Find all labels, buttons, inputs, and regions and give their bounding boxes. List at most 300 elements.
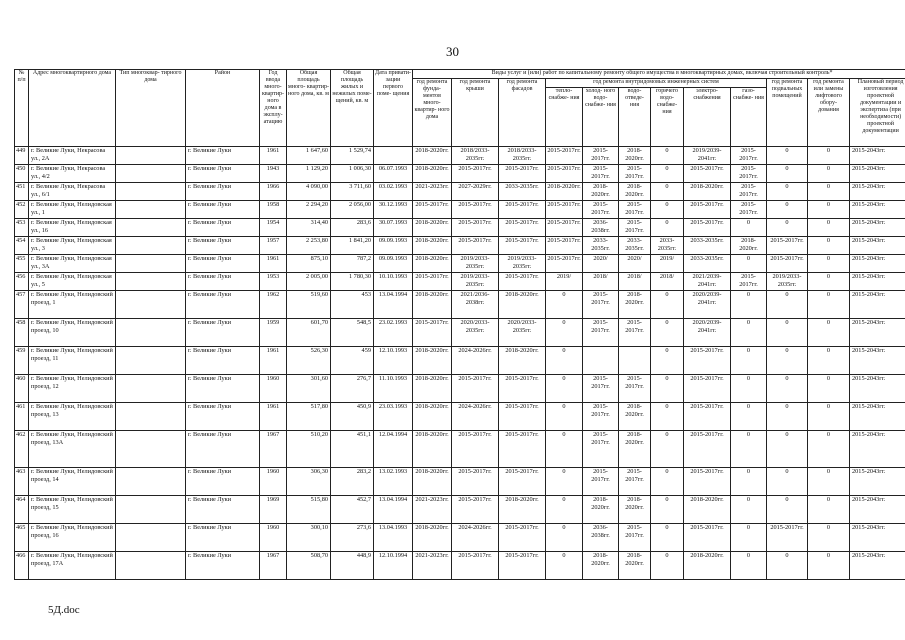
cell-address: г. Великие Луки, Нелидовская ул., 1 [29,201,116,219]
cell-building-type [116,375,186,403]
cell-foundation-year: 2018-2020гг. [413,147,452,165]
cell-facade-year: 2015-2017гг. [499,524,546,552]
cell-year-built: 1958 [260,201,287,219]
table-row [15,147,905,165]
cell-year-built: 1953 [260,273,287,291]
cell-hot-water-year: 2018/ [651,273,684,291]
cell-living-area: 1 841,20 [331,237,374,255]
cell-privatization-date: 13.04.1994 [374,291,413,319]
cell-district: г. Великие Луки [186,147,260,165]
cell-basement-year: 0 [767,552,808,580]
cell-year-built: 1960 [260,375,287,403]
footer-filename: 5Д.doc [48,604,80,616]
cell-living-area: 450,9 [331,403,374,431]
cell-plan-period: 2015-2043гг. [850,147,905,165]
cell-plan-period: 2015-2043гг. [850,201,905,219]
cell-electricity-year: 2033-2035гг. [684,237,731,255]
cell-foundation-year: 2018-2020гг. [413,291,452,319]
repair-schedule-table [14,69,905,580]
cell-cold-water-year: 2015-2017гг. [583,468,619,496]
cell-building-type [116,273,186,291]
cell-electricity-year: 2015-2017гг. [684,431,731,468]
header-electricity: электро- снабжения [684,88,731,147]
cell-facade-year: 2015-2017гг. [499,375,546,403]
table-row [15,255,905,273]
cell-hot-water-year: 0 [651,319,684,347]
header-lift: год ремонта или замены лифтового обору- дования [808,79,850,147]
cell-lift-year: 0 [808,237,850,255]
cell-sewer-year: 2018-2020гг. [619,431,651,468]
cell-heating-year: 2015-2017гг. [546,165,583,183]
cell-lift-year: 0 [808,524,850,552]
cell-address: г. Великие Луки, Нелидовский проезд, 13А [29,431,116,468]
cell-total-area: 601,70 [287,319,331,347]
cell-roof-year: 2015-2017гг. [452,468,499,496]
cell-gas-year: 0 [731,375,767,403]
cell-district: г. Великие Луки [186,183,260,201]
cell-facade-year: 2015-2017гг. [499,219,546,237]
cell-basement-year: 2015-2017гг. [767,524,808,552]
cell-plan-period: 2015-2043гг. [850,237,905,255]
cell-roof-year: 2015-2017гг. [452,237,499,255]
cell-heating-year: 0 [546,319,583,347]
cell-gas-year: 2015-2017гг. [731,273,767,291]
cell-district: г. Великие Луки [186,319,260,347]
cell-gas-year: 0 [731,496,767,524]
header-works: Виды услуг и (или) работ по капитальному ремонту общего имущества в многоквартирных домах, включая строительный контроль* [413,70,905,79]
cell-row-number: 464 [15,496,29,524]
cell-cold-water-year: 2015-2017гг. [583,431,619,468]
cell-row-number: 449 [15,147,29,165]
cell-gas-year: 0 [731,524,767,552]
header-hot-water: горячего водо- снабже- ния [651,88,684,147]
cell-row-number: 466 [15,552,29,580]
cell-facade-year: 2018/2033-2035гг. [499,147,546,165]
table-header [15,70,905,147]
cell-roof-year: 2024-2026гг. [452,524,499,552]
cell-total-area: 301,60 [287,375,331,403]
cell-facade-year: 2018-2020гг. [499,496,546,524]
cell-facade-year: 2015-2017гг. [499,468,546,496]
cell-foundation-year: 2018-2020гг. [413,255,452,273]
cell-address: г. Великие Луки, Нелидовская ул., 16 [29,219,116,237]
cell-year-built: 1959 [260,319,287,347]
cell-sewer-year: 2018-2020гг. [619,291,651,319]
cell-privatization-date: 30.12.1993 [374,201,413,219]
cell-electricity-year: 2018-2020гг. [684,183,731,201]
cell-facade-year: 2015-2017гг. [499,403,546,431]
header-living-area: Общая площадь жилых и нежилых поме- щений, кв. м [331,70,374,147]
cell-living-area: 452,7 [331,496,374,524]
cell-foundation-year: 2018-2020гг. [413,431,452,468]
cell-electricity-year: 2020/2039-2041гг. [684,319,731,347]
cell-basement-year: 0 [767,291,808,319]
cell-district: г. Великие Луки [186,201,260,219]
header-sewer: водо- отведе- ния [619,88,651,147]
cell-facade-year: 2033-2035гг. [499,183,546,201]
cell-address: г. Великие Луки, Нелидовская ул., 5 [29,273,116,291]
cell-year-built: 1969 [260,496,287,524]
cell-living-area: 1 780,30 [331,273,374,291]
cell-foundation-year: 2018-2020гг. [413,468,452,496]
cell-row-number: 459 [15,347,29,375]
cell-total-area: 519,60 [287,291,331,319]
cell-sewer-year: 2020/ [619,255,651,273]
cell-plan-period: 2015-2043гг. [850,273,905,291]
cell-building-type [116,496,186,524]
header-basement: год ремонта подвальных помещений [767,79,808,147]
cell-hot-water-year: 0 [651,183,684,201]
cell-plan-period: 2015-2043гг. [850,219,905,237]
cell-lift-year: 0 [808,183,850,201]
cell-row-number: 458 [15,319,29,347]
cell-basement-year: 0 [767,375,808,403]
cell-foundation-year: 2018-2020гг. [413,524,452,552]
cell-building-type [116,431,186,468]
cell-district: г. Великие Луки [186,255,260,273]
cell-district: г. Великие Луки [186,165,260,183]
cell-lift-year: 0 [808,431,850,468]
cell-address: г. Великие Луки, Нелидовский проезд, 11 [29,347,116,375]
cell-row-number: 456 [15,273,29,291]
cell-plan-period: 2015-2043гг. [850,165,905,183]
cell-roof-year: 2020/2033-2035гг. [452,319,499,347]
cell-lift-year: 0 [808,319,850,347]
cell-privatization-date: 13.04.1993 [374,524,413,552]
cell-district: г. Великие Луки [186,403,260,431]
cell-hot-water-year: 0 [651,524,684,552]
cell-sewer-year [619,347,651,375]
header-gas: газо- снабже- ния [731,88,767,147]
cell-row-number: 460 [15,375,29,403]
cell-facade-year: 2015-2017гг. [499,237,546,255]
cell-roof-year: 2019/2033-2035гг. [452,255,499,273]
cell-privatization-date: 30.07.1993 [374,219,413,237]
cell-gas-year: 0 [731,552,767,580]
cell-plan-period: 2015-2043гг. [850,183,905,201]
header-num: № п/п [15,70,29,147]
cell-privatization-date: 12.04.1994 [374,431,413,468]
cell-heating-year: 2018-2020гг. [546,183,583,201]
cell-facade-year: 2015-2017гг. [499,201,546,219]
cell-living-area: 276,7 [331,375,374,403]
cell-basement-year: 2019/2033-2035гг. [767,273,808,291]
cell-lift-year: 0 [808,147,850,165]
cell-living-area: 273,6 [331,524,374,552]
cell-gas-year: 0 [731,468,767,496]
cell-total-area: 4 090,00 [287,183,331,201]
cell-building-type [116,237,186,255]
cell-hot-water-year: 0 [651,496,684,524]
cell-address: г. Великие Луки, Нелидовский проезд, 1 [29,291,116,319]
cell-lift-year: 0 [808,468,850,496]
header-district: Район [186,70,260,147]
cell-gas-year: 2015-2017гг. [731,201,767,219]
cell-basement-year: 0 [767,347,808,375]
cell-building-type [116,552,186,580]
cell-lift-year: 0 [808,201,850,219]
cell-address: г. Великие Луки, Нелидовская ул., 3А [29,255,116,273]
cell-cold-water-year: 2015-2017гг. [583,319,619,347]
cell-sewer-year: 2018-2020гг. [619,147,651,165]
cell-district: г. Великие Луки [186,468,260,496]
table-row [15,496,905,524]
cell-foundation-year: 2018-2020гг. [413,375,452,403]
cell-total-area: 2 005,00 [287,273,331,291]
cell-sewer-year: 2015-2017гг. [619,468,651,496]
cell-roof-year: 2015-2017гг. [452,165,499,183]
cell-privatization-date: 09.09.1993 [374,255,413,273]
cell-heating-year: 0 [546,496,583,524]
table-row [15,431,905,468]
cell-sewer-year: 2015-2017гг. [619,319,651,347]
cell-electricity-year: 2015-2017гг. [684,468,731,496]
cell-electricity-year: 2020/2039-2041гг. [684,291,731,319]
cell-plan-period: 2015-2043гг. [850,255,905,273]
cell-privatization-date: 03.02.1993 [374,183,413,201]
cell-electricity-year: 2015-2017гг. [684,403,731,431]
cell-hot-water-year: 0 [651,291,684,319]
cell-year-built: 1961 [260,147,287,165]
cell-plan-period: 2015-2043гг. [850,375,905,403]
cell-plan-period: 2015-2043гг. [850,468,905,496]
cell-district: г. Великие Луки [186,496,260,524]
cell-cold-water-year: 2015-2017гг. [583,147,619,165]
cell-row-number: 455 [15,255,29,273]
table-row [15,319,905,347]
cell-total-area: 2 253,80 [287,237,331,255]
cell-electricity-year: 2015-2017гг. [684,201,731,219]
cell-building-type [116,183,186,201]
cell-living-area: 548,5 [331,319,374,347]
cell-privatization-date: 12.10.1994 [374,552,413,580]
cell-year-built: 1966 [260,183,287,201]
cell-foundation-year: 2018-2020гг. [413,165,452,183]
cell-basement-year: 0 [767,183,808,201]
cell-total-area: 300,10 [287,524,331,552]
table-row [15,183,905,201]
cell-address: г. Великие Луки, Нелидовская ул., 3 [29,237,116,255]
cell-roof-year: 2019/2033-2035гг. [452,273,499,291]
cell-living-area: 283,2 [331,468,374,496]
table-row [15,237,905,255]
cell-address: г. Великие Луки, Некрасова ул., 2А [29,147,116,165]
cell-plan-period: 2015-2043гг. [850,496,905,524]
header-privatization-date: Дата привати- зации первого поме- щения [374,70,413,147]
cell-total-area: 508,70 [287,552,331,580]
cell-cold-water-year: 2015-2017гг. [583,291,619,319]
cell-total-area: 1 647,60 [287,147,331,165]
cell-foundation-year: 2021-2023гг. [413,183,452,201]
cell-living-area: 453 [331,291,374,319]
table-row [15,347,905,375]
cell-sewer-year: 2018-2020гг. [619,496,651,524]
cell-gas-year: 0 [731,403,767,431]
cell-living-area: 283,6 [331,219,374,237]
cell-lift-year: 0 [808,291,850,319]
cell-roof-year: 2015-2017гг. [452,496,499,524]
cell-hot-water-year: 0 [651,552,684,580]
cell-roof-year: 2018/2033-2035гг. [452,147,499,165]
cell-district: г. Великие Луки [186,347,260,375]
cell-year-built: 1957 [260,237,287,255]
cell-building-type [116,255,186,273]
cell-heating-year: 2015-2017гг. [546,219,583,237]
table-row [15,291,905,319]
header-heating: тепло- снабже- ния [546,88,583,147]
cell-hot-water-year: 0 [651,347,684,375]
cell-hot-water-year: 0 [651,468,684,496]
cell-lift-year: 0 [808,496,850,524]
cell-electricity-year: 2015-2017гг. [684,165,731,183]
cell-district: г. Великие Луки [186,273,260,291]
cell-total-area: 306,30 [287,468,331,496]
cell-plan-period: 2015-2043гг. [850,552,905,580]
header-foundation: год ремонта фунда- ментов много- квартир- ного дома [413,79,452,147]
cell-basement-year: 2015-2017гг. [767,255,808,273]
cell-sewer-year: 2033-2035гг. [619,237,651,255]
cell-basement-year: 0 [767,403,808,431]
cell-lift-year: 0 [808,347,850,375]
cell-living-area: 451,1 [331,431,374,468]
cell-facade-year: 2019/2033-2035гг. [499,255,546,273]
cell-heating-year: 2019/ [546,273,583,291]
cell-roof-year: 2021/2036-2038гг. [452,291,499,319]
cell-year-built: 1954 [260,219,287,237]
cell-cold-water-year: 2015-2017гг. [583,165,619,183]
cell-roof-year: 2024-2026гг. [452,403,499,431]
cell-year-built: 1962 [260,291,287,319]
cell-gas-year: 2015-2017гг. [731,183,767,201]
cell-heating-year: 0 [546,552,583,580]
cell-hot-water-year: 0 [651,431,684,468]
cell-plan-period: 2015-2043гг. [850,291,905,319]
cell-basement-year: 0 [767,319,808,347]
cell-foundation-year: 2021-2023гг. [413,552,452,580]
header-engineering: год ремонта внутридомовых инженерных систем [546,79,767,88]
cell-foundation-year: 2018-2020гг. [413,237,452,255]
cell-address: г. Великие Луки, Нелидовский проезд, 13 [29,403,116,431]
cell-year-built: 1960 [260,524,287,552]
cell-basement-year: 0 [767,147,808,165]
cell-year-built: 1967 [260,431,287,468]
cell-row-number: 463 [15,468,29,496]
cell-hot-water-year: 0 [651,403,684,431]
cell-address: г. Великие Луки, Нелидовский проезд, 17А [29,552,116,580]
repair-schedule-table-wrap [14,69,904,580]
cell-privatization-date: 23.02.1993 [374,319,413,347]
cell-address: г. Великие Луки, Некрасова ул., 6/1 [29,183,116,201]
table-row [15,468,905,496]
header-total-area: Общая площадь много- квартир- ного дома, кв. м [287,70,331,147]
cell-electricity-year: 2015-2017гг. [684,524,731,552]
cell-row-number: 457 [15,291,29,319]
cell-row-number: 452 [15,201,29,219]
cell-foundation-year: 2018-2020гг. [413,219,452,237]
cell-privatization-date [374,147,413,165]
cell-plan-period: 2015-2043гг. [850,524,905,552]
cell-sewer-year: 2018-2020гг. [619,403,651,431]
cell-sewer-year: 2018-2020гг. [619,552,651,580]
cell-building-type [116,468,186,496]
cell-electricity-year: 2015-2017гг. [684,219,731,237]
cell-heating-year: 0 [546,524,583,552]
cell-gas-year: 2015-2017гг. [731,165,767,183]
cell-lift-year: 0 [808,165,850,183]
cell-building-type [116,201,186,219]
cell-roof-year: 2015-2017гг. [452,552,499,580]
header-building-type: Тип многоквар- тирного дома [116,70,186,147]
cell-privatization-date: 06.07.1993 [374,165,413,183]
cell-electricity-year: 2018-2020гг. [684,496,731,524]
cell-gas-year: 0 [731,291,767,319]
cell-heating-year: 0 [546,403,583,431]
cell-heating-year: 0 [546,468,583,496]
header-year-built: Год ввода много- квартир- ного дома в эксплу- атацию [260,70,287,147]
cell-sewer-year: 2018-2020гг. [619,183,651,201]
cell-electricity-year: 2019/2039-2041гг. [684,147,731,165]
cell-electricity-year: 2015-2017гг. [684,347,731,375]
cell-cold-water-year: 2018-2020гг. [583,496,619,524]
cell-facade-year: 2015-2017гг. [499,552,546,580]
cell-living-area: 2 056,00 [331,201,374,219]
cell-facade-year: 2020/2033-2035гг. [499,319,546,347]
cell-heating-year: 2015-2017гг. [546,147,583,165]
cell-cold-water-year: 2036-2038гг. [583,219,619,237]
cell-sewer-year: 2015-2017гг. [619,219,651,237]
cell-cold-water-year: 2020/ [583,255,619,273]
cell-roof-year: 2015-2017гг. [452,201,499,219]
cell-heating-year: 0 [546,375,583,403]
header-address: Адрес многоквартирного дома [29,70,116,147]
cell-heating-year: 0 [546,291,583,319]
cell-roof-year: 2027-2029гг. [452,183,499,201]
cell-hot-water-year: 2019/ [651,255,684,273]
cell-privatization-date: 11.10.1993 [374,375,413,403]
cell-heating-year: 2015-2017гг. [546,237,583,255]
cell-row-number: 450 [15,165,29,183]
cell-privatization-date: 13.02.1993 [374,468,413,496]
cell-district: г. Великие Луки [186,431,260,468]
cell-foundation-year: 2015-2017гг. [413,201,452,219]
cell-address: г. Великие Луки, Нелидовский проезд, 10 [29,319,116,347]
cell-facade-year: 2018-2020гг. [499,347,546,375]
cell-foundation-year: 2018-2020гг. [413,403,452,431]
cell-year-built: 1960 [260,468,287,496]
cell-privatization-date: 13.04.1994 [374,496,413,524]
cell-total-area: 314,40 [287,219,331,237]
cell-plan-period: 2015-2043гг. [850,403,905,431]
table-row [15,375,905,403]
cell-address: г. Великие Луки, Нелидовский проезд, 14 [29,468,116,496]
cell-roof-year: 2015-2017гг. [452,219,499,237]
cell-year-built: 1961 [260,403,287,431]
cell-lift-year: 0 [808,273,850,291]
cell-address: г. Великие Луки, Нелидовский проезд, 15 [29,496,116,524]
cell-lift-year: 0 [808,552,850,580]
cell-gas-year: 2015-2017гг. [731,147,767,165]
cell-roof-year: 2024-2026гг. [452,347,499,375]
cell-hot-water-year: 0 [651,201,684,219]
cell-total-area: 875,10 [287,255,331,273]
cell-district: г. Великие Луки [186,552,260,580]
cell-facade-year: 2018-2020гг. [499,291,546,319]
cell-address: г. Великие Луки, Нелидовский проезд, 12 [29,375,116,403]
table-row [15,201,905,219]
cell-year-built: 1943 [260,165,287,183]
cell-foundation-year: 2015-2017гг. [413,273,452,291]
cell-cold-water-year [583,347,619,375]
